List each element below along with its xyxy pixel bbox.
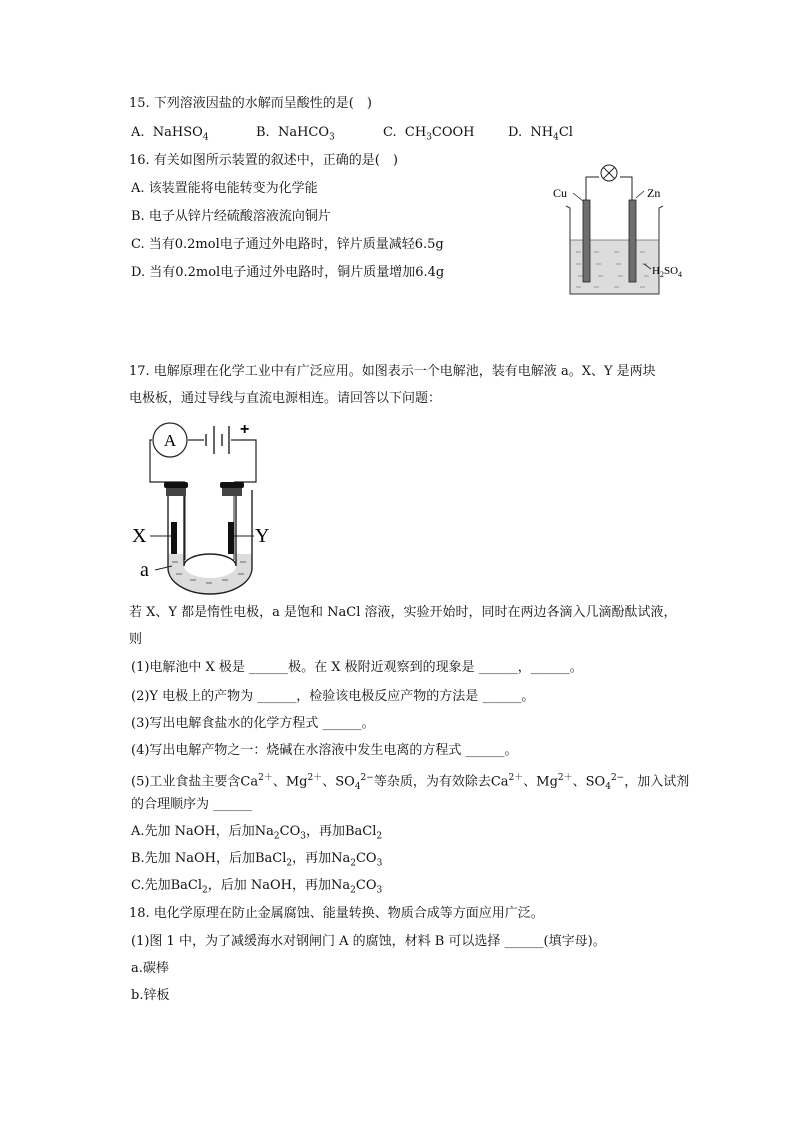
h2so4-label: $H_2SO_4$ xyxy=(652,265,683,279)
q18-stem: 18. 电化学原理在防止金属腐蚀、能量转换、物质合成等方面应用广泛。 xyxy=(129,906,544,921)
q17-sub1: (1)电解池中 X 极是 ______极。在 X 极附近观察到的现象是 ______，______。 xyxy=(131,660,583,675)
plus-sign: + xyxy=(240,421,250,438)
zn-electrode xyxy=(629,200,636,282)
circuit-wire-right xyxy=(234,440,256,482)
q15-option-d: D. $NH_4Cl$ xyxy=(508,125,573,143)
q16-option-a: A. 该装置能将电能转变为化学能 xyxy=(131,181,318,196)
q17-sub5: (5)工业食盐主要含$Ca^{2+}$、$Mg^{2+}$、$SO_4^{2-}$等杂质，为有效除去$Ca^{2+}$、$Mg^{2+}$、$SO_4^{2-}$，加入试剂 xyxy=(131,773,690,792)
y-label: Y xyxy=(255,525,270,547)
q16-option-d: D. 当有0.2mol电子通过外电路时，铜片质量增加6.4g xyxy=(131,265,445,280)
svg-text:A: A xyxy=(163,431,177,450)
q15-option-c: C. $CH_3COOH$ xyxy=(383,125,475,143)
q16-option-b: B. 电子从锌片经硫酸溶液流向铜片 xyxy=(131,209,331,224)
zn-label: Zn xyxy=(647,186,661,200)
q17-choice-c: C.先加BaCl$_2$，后加 NaOH，再加$Na_2CO_3$ xyxy=(131,878,383,896)
q17-choice-b: B.先加 NaOH，后加BaCl$_2$，再加$Na_2CO_3$ xyxy=(131,851,383,869)
q15-option-b: B. NaHCO$_3$ xyxy=(256,125,335,143)
q18-option-a: a.碳棒 xyxy=(131,961,169,976)
x-label: X xyxy=(132,525,147,547)
q17-intro-line2: 则 xyxy=(129,632,143,647)
a-label: a xyxy=(140,559,149,581)
q15-stem: 15. 下列溶液因盐的水解而呈酸性的是( ) xyxy=(129,96,372,111)
galvanic-cell-figure xyxy=(548,160,698,300)
bulb-icon xyxy=(601,165,617,181)
q17-stem-line2: 电极板，通过导线与直流电源相连。请回答以下问题： xyxy=(129,391,442,406)
electrolysis-figure xyxy=(128,418,288,590)
q17-sub3: (3)写出电解食盐水的化学方程式 ______。 xyxy=(131,716,375,731)
right-stopper xyxy=(220,482,244,496)
left-stopper xyxy=(164,482,188,496)
q17-intro-line1: 若 X、Y 都是惰性电极，a 是饱和 NaCl 溶液，实验开始时，同时在两边各滴入几滴酚酞试液， xyxy=(129,605,677,620)
q17-sub5-line2: 的合理顺序为 ______ xyxy=(131,797,253,812)
cu-electrode xyxy=(583,200,590,282)
q18-sub1: (1)图 1 中，为了减缓海水对钢闸门 A 的腐蚀，材料 B 可以选择 ______(填字母)。 xyxy=(131,934,606,949)
ammeter-icon xyxy=(153,423,187,457)
x-electrode xyxy=(171,522,177,554)
q16-option-c: C. 当有0.2mol电子通过外电路时，锌片质量减轻6.5g xyxy=(131,237,444,252)
q17-stem-line1: 17. 电解原理在化学工业中有广泛应用。如图表示一个电解池，装有电解液 a。X、Y 是两块 xyxy=(129,364,656,379)
battery-icon xyxy=(206,426,242,454)
q17-sub2: (2)Y 电极上的产物为 ______，检验该电极反应产物的方法是 ______。 xyxy=(131,689,535,704)
q17-sub4: (4)写出电解产物之一：烧碱在水溶液中发生电离的方程式 ______。 xyxy=(131,743,518,758)
q18-option-b: b.锌板 xyxy=(131,988,170,1003)
q17-choice-a: A.先加 NaOH，后加$Na_2CO_3$，再加BaCl$_2$ xyxy=(131,824,383,842)
cu-label: Cu xyxy=(553,186,568,200)
y-electrode xyxy=(228,522,234,554)
q16-stem: 16. 有关如图所示装置的叙述中，正确的是( ) xyxy=(129,153,398,168)
q15-option-a: A. NaHSO$_4$ xyxy=(131,125,209,143)
